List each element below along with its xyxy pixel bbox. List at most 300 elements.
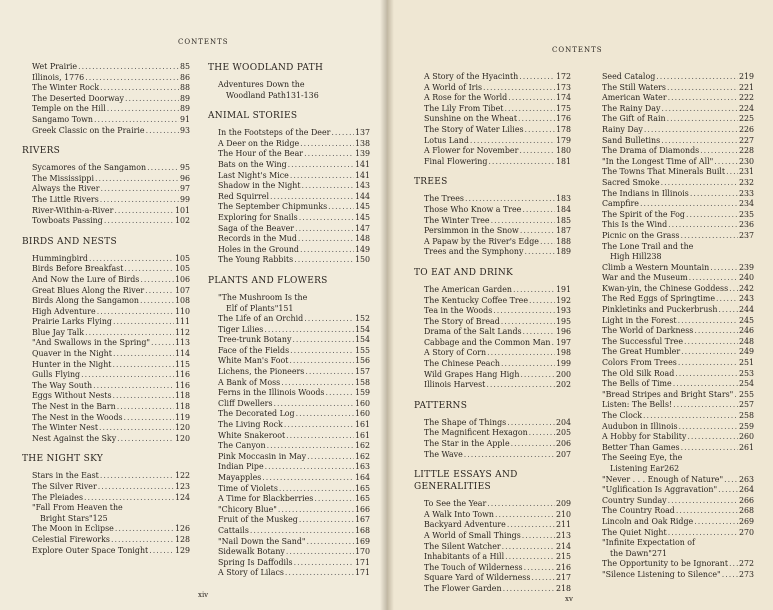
entry-page: 216	[555, 562, 571, 572]
entry-title: The Still Waters	[602, 82, 666, 92]
toc-column	[592, 72, 754, 581]
leader-dots	[540, 237, 555, 248]
entry-page: 85	[179, 62, 190, 71]
entry-title: Illinois, 1776	[32, 72, 85, 82]
entry-page: 236	[738, 220, 754, 230]
leader-dots	[115, 524, 174, 535]
leader-dots	[656, 72, 738, 83]
section-heading: ANIMAL STORIES	[208, 111, 298, 122]
entry-title: The Country Road	[602, 506, 675, 516]
entry-title: Sunshine on the Wheat	[424, 114, 517, 124]
toc-entry	[592, 390, 754, 401]
toc-entry	[208, 80, 370, 101]
entry-title: Better Than Games	[602, 442, 680, 452]
entry-title: "And Swallows in the Spring"	[32, 338, 151, 348]
entry-page: 231	[738, 167, 754, 177]
toc-entry	[208, 462, 370, 473]
leader-dots	[729, 559, 738, 570]
toc-entry	[208, 128, 370, 139]
leader-dots	[465, 194, 555, 205]
leader-dots	[292, 335, 354, 346]
entry-page: 110	[174, 306, 190, 316]
toc-entry	[22, 413, 190, 424]
toc-entry	[208, 378, 370, 389]
entry-title: High Adventure	[32, 306, 96, 316]
entry-title: "Uglification Is Aggravation"	[602, 485, 718, 495]
toc-entry	[414, 418, 571, 429]
entry-title: The Deserted Doorway	[32, 93, 124, 103]
entry-title: The Pleiades	[32, 492, 84, 502]
toc-entry	[592, 496, 754, 507]
leader-dots	[140, 296, 174, 307]
entry-page: 170	[354, 547, 370, 557]
leader-dots	[552, 338, 555, 349]
entry-page: 112	[174, 327, 190, 337]
leader-dots	[507, 520, 555, 531]
leader-dots	[146, 126, 179, 137]
entry-page: 86	[179, 72, 190, 82]
entry-page: 125	[92, 513, 108, 523]
entry-title: Wet Prairie	[32, 62, 78, 71]
entry-page: 143	[354, 181, 370, 191]
section-heading: THE WOODLAND PATH	[208, 63, 324, 73]
leader-dots	[501, 359, 555, 370]
leader-dots	[151, 338, 174, 349]
leader-dots	[667, 114, 738, 125]
leader-dots	[716, 294, 738, 305]
entry-page: 116	[174, 370, 190, 380]
entry-title: Towboats Passing	[32, 216, 103, 226]
leader-dots	[640, 199, 738, 210]
leader-dots	[493, 306, 555, 317]
toc-column	[208, 62, 370, 579]
toc-entry	[22, 62, 190, 73]
entry-page: 145	[354, 202, 370, 212]
toc-entry	[208, 255, 370, 266]
toc-entry	[208, 149, 370, 160]
leader-dots	[113, 349, 174, 360]
leader-dots	[124, 413, 174, 424]
leader-dots	[689, 273, 738, 284]
toc-entry	[592, 83, 754, 94]
toc-entry	[414, 348, 571, 359]
entry-title: The Star in the Apple	[424, 439, 510, 449]
entry-page: 151	[278, 303, 294, 313]
toc-entry	[414, 296, 571, 307]
entry-title: "Nail Down the Sand"	[218, 536, 306, 546]
entry-page: 118	[174, 402, 190, 412]
leader-dots	[678, 358, 738, 369]
toc-entry	[208, 558, 370, 569]
leader-dots	[281, 378, 354, 389]
leader-dots	[149, 546, 174, 557]
toc-entry	[414, 428, 571, 439]
leader-dots	[726, 167, 738, 178]
entry-title: In the Footsteps of the Deer	[218, 128, 331, 138]
entry-page: 245	[738, 315, 754, 325]
entry-title: Celestial Fireworks	[32, 534, 110, 544]
toc-entry	[208, 420, 370, 431]
entry-page: 152	[354, 314, 370, 324]
entry-page: 158	[354, 377, 370, 387]
toc-entry	[414, 510, 571, 521]
leader-dots	[97, 307, 174, 318]
entry-title: The Opportunity to be Ignorant	[602, 559, 728, 569]
entry-title: A World of Small Things	[424, 531, 521, 540]
leader-dots	[85, 328, 174, 339]
toc-entry	[592, 199, 754, 210]
leader-dots	[681, 347, 738, 358]
leader-dots	[661, 136, 738, 147]
leader-dots	[290, 171, 354, 182]
leader-dots	[700, 146, 738, 157]
leader-dots	[94, 115, 179, 126]
entry-title: The Little Rivers	[32, 194, 99, 204]
entry-title: Campfire	[602, 199, 639, 209]
entry-title: Time of Violets	[218, 483, 278, 493]
entry-page: 253	[738, 368, 754, 378]
entry-page: 175	[555, 103, 571, 113]
entry-page: 205	[555, 428, 571, 438]
entry-title: Cliff Dwellers	[218, 398, 273, 408]
toc-entry	[208, 325, 370, 336]
entry-title: The Seeing Eye, the	[602, 453, 683, 463]
leader-dots	[513, 285, 555, 296]
toc-entry	[208, 335, 370, 346]
entry-title: Inhabitants of a Hill	[424, 552, 505, 562]
toc-entry	[592, 411, 754, 422]
entry-page: 183	[555, 194, 571, 204]
leader-dots	[99, 423, 174, 434]
entry-page: 268	[738, 506, 754, 516]
leader-dots	[111, 535, 174, 546]
leader-dots	[114, 206, 174, 217]
page-header: CONTENTS	[178, 38, 229, 46]
entry-page: 169	[354, 536, 370, 546]
toc-entry	[414, 499, 571, 510]
entry-title: The Silent Watcher	[424, 541, 501, 551]
leader-dots	[307, 452, 354, 463]
leader-dots	[525, 125, 555, 136]
entry-title: To See the Year	[424, 499, 487, 509]
toc-entry	[208, 484, 370, 495]
entry-title: Fruit of the Muskeg	[218, 515, 298, 525]
entry-title: Hunter in the Night	[32, 359, 112, 369]
entry-title: The Silver River	[32, 482, 97, 491]
entry-title: Records in the Mud	[218, 234, 297, 244]
leader-dots	[679, 422, 738, 433]
section-heading: PATTERNS	[414, 400, 468, 411]
entry-page: 141	[354, 159, 370, 169]
entry-page: 106	[174, 274, 190, 284]
entry-page: 118	[174, 391, 190, 401]
entry-page: 271	[651, 548, 667, 558]
entry-title: Face of the Fields	[218, 345, 290, 355]
entry-title: Greek Classic on the Prairie	[32, 125, 145, 135]
leader-dots	[524, 563, 555, 574]
leader-dots	[470, 136, 555, 147]
entry-title: Shadow in the Night	[218, 181, 301, 191]
toc-entry	[592, 72, 754, 83]
leader-dots	[100, 195, 179, 206]
leader-dots	[487, 499, 555, 510]
entry-title: The Wave	[424, 449, 463, 459]
entry-title-continued	[602, 252, 754, 263]
toc-entry	[414, 285, 571, 296]
entry-title: The Bells of Time	[602, 379, 672, 389]
entry-title-continued	[218, 304, 370, 315]
toc-entry	[22, 126, 190, 137]
entry-page: 257	[738, 400, 754, 410]
entry-title: The Shape of Things	[424, 417, 507, 427]
toc-entry	[208, 213, 370, 224]
toc-entry	[592, 178, 754, 189]
toc-entry	[22, 471, 190, 482]
entry-page: 222	[738, 93, 754, 103]
entry-page: 155	[354, 345, 370, 355]
entry-page: 131-136	[285, 90, 319, 100]
leader-dots	[294, 255, 354, 266]
entry-title: This Is the Wind	[602, 220, 668, 230]
toc-entry	[22, 307, 190, 318]
toc-entry	[208, 441, 370, 452]
toc-column	[22, 62, 190, 556]
toc-entry	[592, 114, 754, 125]
toc-entry	[208, 399, 370, 410]
section-heading: TO EAT AND DRINK	[414, 267, 514, 278]
leader-dots	[85, 73, 179, 84]
entry-title: The Old Silk Road	[602, 368, 675, 378]
leader-dots	[278, 505, 354, 516]
leader-dots	[722, 570, 738, 581]
entry-title: Sangamo Town	[32, 114, 93, 124]
toc-entry	[592, 263, 754, 274]
entry-page: 244	[738, 305, 754, 315]
toc-entry	[592, 485, 754, 496]
entry-title: Tree-trunk Botany	[218, 335, 292, 345]
leader-dots	[718, 485, 738, 496]
entry-title: The Winter Tree	[424, 215, 490, 225]
toc-entry	[208, 473, 370, 484]
toc-entry	[592, 326, 754, 337]
leader-dots	[718, 305, 738, 316]
entry-title: The Lone Trail and the	[602, 241, 694, 251]
leader-dots	[464, 450, 555, 461]
toc-entry	[592, 369, 754, 380]
toc-entry	[22, 184, 190, 195]
toc-entry	[208, 171, 370, 182]
entry-page: 147	[354, 223, 370, 233]
entry-page: 148	[354, 234, 370, 244]
leader-dots	[507, 418, 555, 429]
leader-dots	[302, 181, 354, 192]
toc-entry	[22, 206, 190, 217]
toc-entry	[414, 573, 571, 584]
entry-page: 230	[738, 156, 754, 166]
entry-title: The Trees	[424, 194, 464, 204]
toc-entry	[208, 181, 370, 192]
toc-entry	[592, 93, 754, 104]
leader-dots	[98, 482, 174, 493]
page-number: xiv	[198, 591, 209, 599]
entry-page: 273	[738, 569, 754, 579]
entry-page: 97	[179, 184, 190, 194]
entry-title: The Canyon	[218, 441, 266, 451]
toc-entry	[22, 524, 190, 535]
entry-title: High Hill	[610, 252, 647, 262]
entry-title: Exploring for Snails	[218, 212, 298, 222]
entry-title: A Flower for November	[424, 146, 519, 156]
leader-dots	[486, 380, 555, 391]
entry-page: 224	[738, 103, 754, 113]
leader-dots	[694, 517, 738, 528]
toc-entry	[592, 432, 754, 443]
entry-page: 102	[174, 216, 190, 226]
leader-dots	[491, 216, 555, 227]
leader-dots	[304, 314, 354, 325]
entry-page: 172	[555, 72, 571, 81]
page-header: CONTENTS	[552, 46, 603, 54]
entry-page: 113	[174, 338, 190, 348]
entry-title: Holes in the Ground	[218, 244, 299, 254]
leader-dots	[286, 547, 354, 558]
entry-title: Spring Is Daffodils	[218, 557, 293, 567]
entry-title: Square Yard of Wilderness	[424, 573, 531, 583]
leader-dots	[125, 94, 179, 105]
entry-page: 115	[174, 359, 190, 369]
toc-entry	[592, 305, 754, 316]
leader-dots	[325, 388, 353, 399]
entry-page: 139	[354, 149, 370, 159]
entry-page: 165	[354, 483, 370, 493]
entry-title: Prairie Larks Flying	[32, 317, 112, 327]
toc-entry	[22, 94, 190, 105]
toc-entry	[22, 104, 190, 115]
leader-dots	[520, 226, 555, 237]
entry-page: 233	[738, 188, 754, 198]
leader-dots	[502, 542, 555, 553]
section-heading: LITTLE ESSAYS AND	[414, 470, 518, 481]
leader-dots	[661, 104, 738, 115]
leader-dots	[145, 286, 174, 297]
entry-title: American Water	[602, 93, 667, 103]
toc-entry	[592, 125, 754, 136]
toc-entry	[592, 167, 754, 178]
toc-entry	[592, 443, 754, 454]
entry-page: 226	[738, 124, 754, 134]
leader-dots	[508, 93, 555, 104]
entry-title: "Chicory Blue"	[218, 504, 277, 514]
entry-page: 162	[354, 441, 370, 451]
entry-title: The Life of an Orchid	[218, 314, 304, 324]
leader-dots	[104, 216, 174, 227]
toc-entry	[414, 450, 571, 461]
toc-entry	[208, 346, 370, 357]
entry-page: 168	[354, 525, 370, 535]
toc-entry	[22, 391, 190, 402]
section-heading: GENERALITIES	[414, 482, 491, 493]
section-heading: BIRDS AND NESTS	[22, 236, 117, 247]
toc-entry	[592, 517, 754, 528]
entry-page: 260	[738, 432, 754, 442]
entry-title: "Fall From Heaven the	[32, 503, 123, 513]
entry-title-continued	[32, 514, 190, 525]
leader-dots	[729, 284, 738, 295]
leader-dots	[290, 346, 354, 357]
right-page	[387, 0, 773, 610]
entry-title: Adventures Down the	[218, 80, 305, 89]
entry-page: 215	[555, 552, 571, 562]
leader-dots	[298, 234, 354, 245]
entry-title: Those Who Know a Tree	[424, 204, 522, 214]
toc-entry	[592, 136, 754, 147]
leader-dots	[89, 254, 174, 265]
entry-page: 221	[738, 82, 754, 92]
leader-dots	[78, 62, 179, 73]
toc-entry	[592, 358, 754, 369]
toc-entry	[22, 338, 190, 349]
entry-page: 145	[354, 212, 370, 222]
toc-entry	[208, 431, 370, 442]
entry-page: 195	[555, 316, 571, 326]
entry-title: The Winter Nest	[32, 423, 99, 433]
toc-entry	[414, 226, 571, 237]
leader-dots	[488, 157, 555, 168]
entry-page: 249	[738, 347, 754, 357]
leader-dots	[274, 399, 354, 410]
entry-page: 116	[174, 380, 190, 390]
entry-title: War and the Museum	[602, 273, 688, 283]
entry-page: 124	[174, 492, 190, 502]
entry-title: Temple on the Hill	[32, 104, 106, 114]
entry-title: Always the River	[32, 184, 100, 194]
toc-entry	[22, 493, 190, 504]
toc-entry	[22, 370, 190, 381]
toc-entry	[208, 526, 370, 537]
leader-dots	[107, 104, 179, 115]
leader-dots	[676, 506, 738, 517]
entry-page: 255	[738, 389, 754, 399]
toc-entry	[22, 434, 190, 445]
entry-title: The Story of Water Lilies	[424, 124, 524, 134]
entry-page: 141	[354, 170, 370, 180]
leader-dots	[520, 370, 555, 381]
entry-title: Last Night's Mice	[218, 170, 289, 180]
leader-dots	[643, 411, 738, 422]
toc-entry	[22, 73, 190, 84]
entry-title: The September Chipmunks	[218, 202, 328, 212]
toc-entry	[414, 125, 571, 136]
toc-entry	[208, 547, 370, 558]
entry-title: The Lily From Tibet	[424, 103, 504, 113]
leader-dots	[100, 83, 179, 94]
entry-title: A Story of Lilacs	[218, 568, 284, 578]
entry-page: 225	[738, 114, 754, 124]
entry-title: Sand Bulletins	[602, 135, 661, 145]
leader-dots	[296, 409, 354, 420]
entry-title: Tiger Lilies	[218, 324, 264, 334]
toc-entry	[414, 93, 571, 104]
leader-dots	[95, 174, 179, 185]
entry-page: 162	[354, 451, 370, 461]
entry-title: Hummingbird	[32, 253, 88, 263]
leader-dots	[101, 184, 179, 195]
entry-title: The Way South	[32, 380, 93, 390]
toc-entry	[208, 245, 370, 256]
entry-title: Climb a Western Mountain	[602, 262, 710, 272]
entry-title: Drama of the Salt Lands	[424, 327, 522, 337]
entry-page: 161	[354, 420, 370, 430]
